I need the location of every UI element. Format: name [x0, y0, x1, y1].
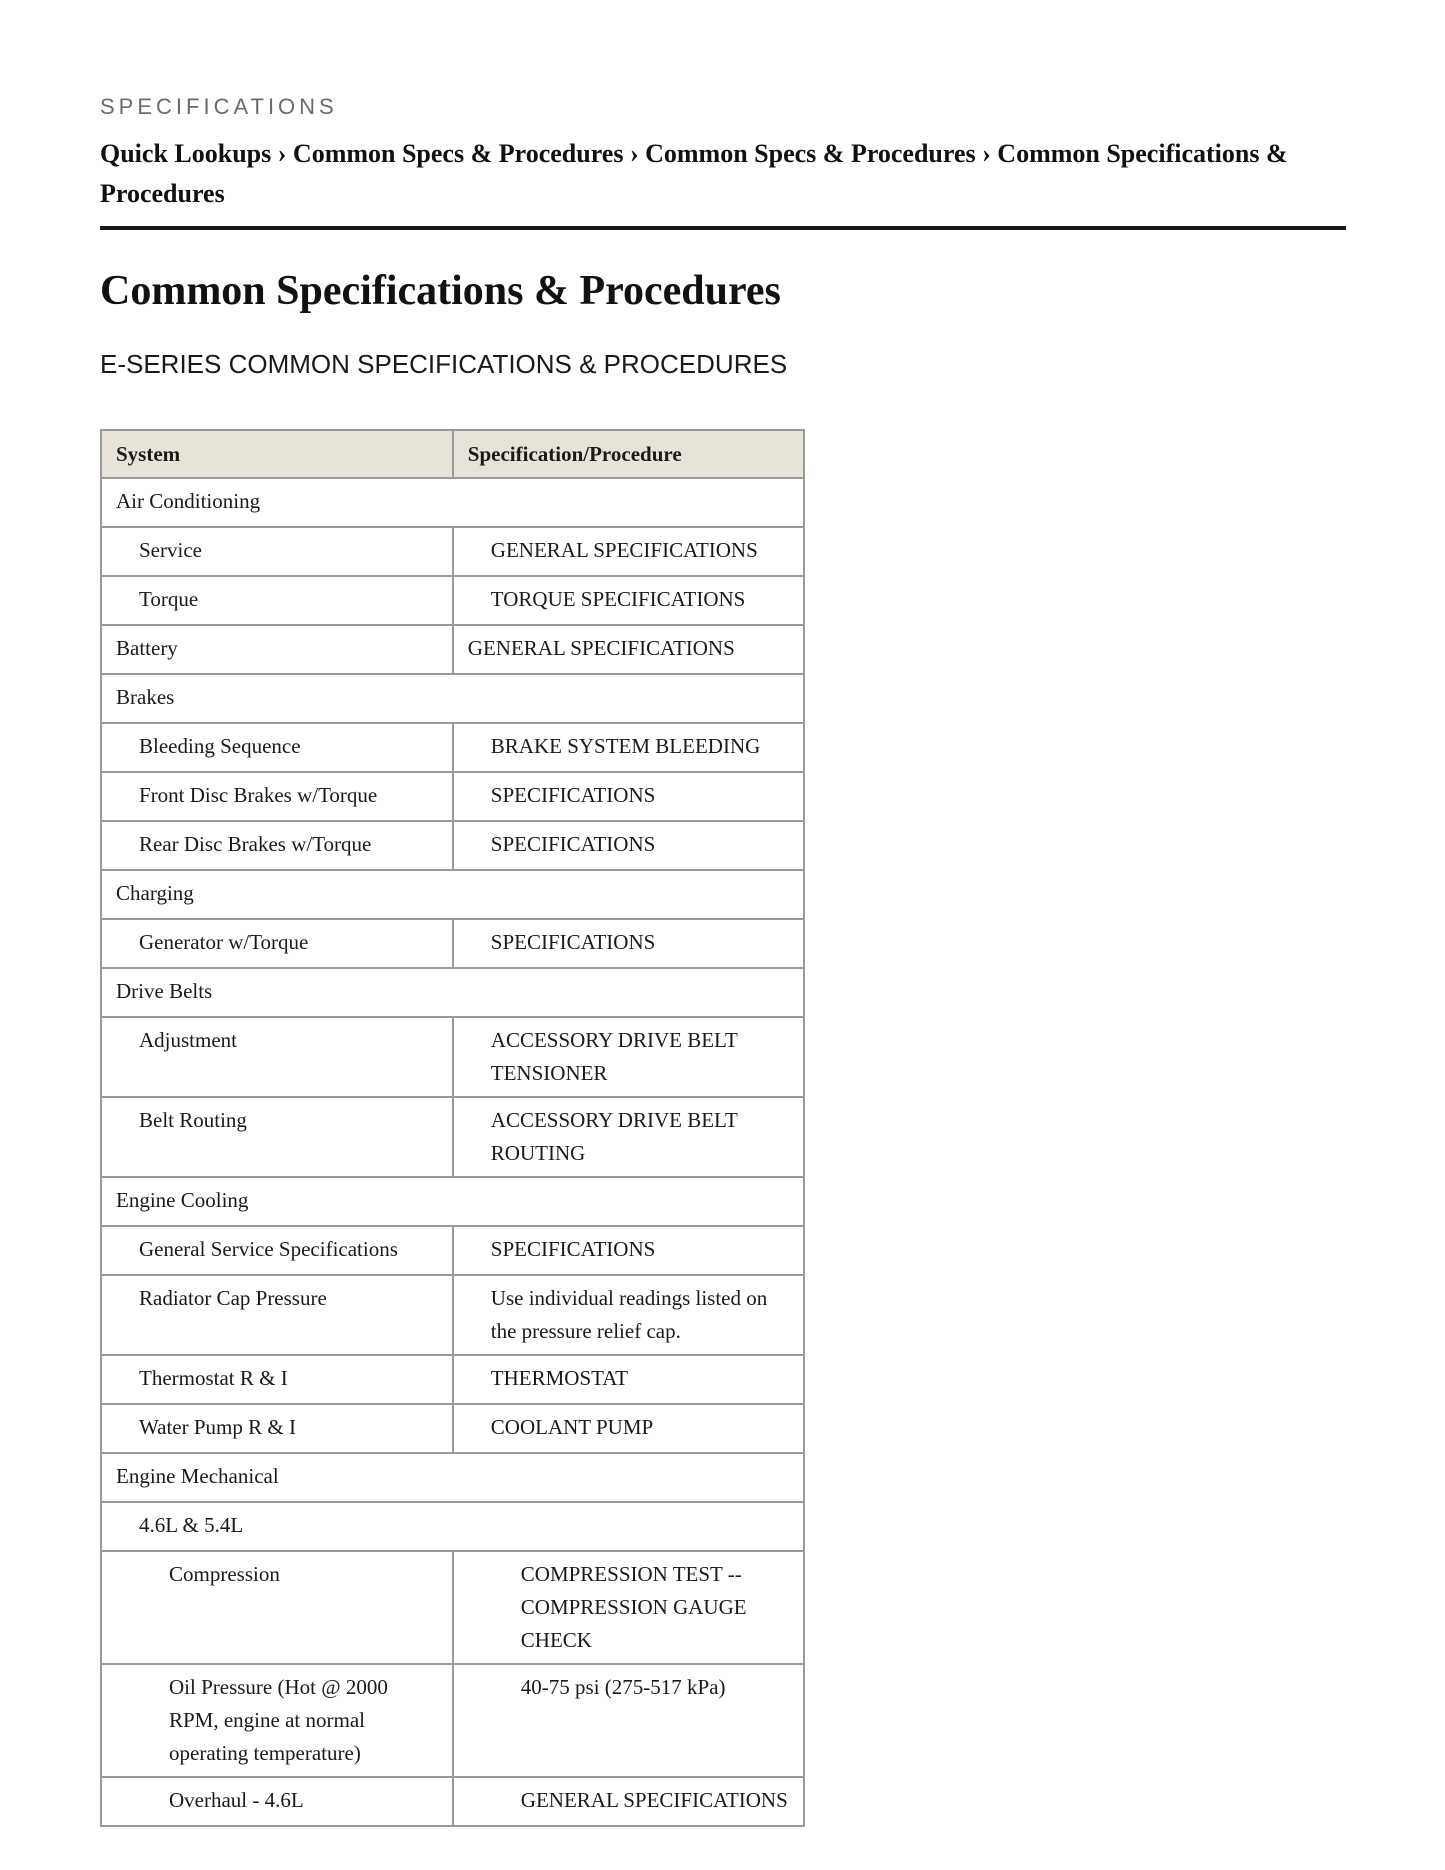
- table-row: [101, 1275, 804, 1355]
- specification-cell[interactable]: THERMOSTAT: [453, 1355, 804, 1404]
- breadcrumb-item[interactable]: Common Specs & Procedures: [645, 139, 976, 168]
- system-cell: Bleeding Sequence: [101, 723, 453, 772]
- specification-cell[interactable]: GENERAL SPECIFICATIONS: [453, 625, 804, 674]
- table-row: [101, 723, 804, 772]
- system-cell: Service: [101, 527, 453, 576]
- table-row: [101, 1664, 804, 1777]
- table-row: [101, 1097, 804, 1177]
- page-title: Common Specifications & Procedures: [100, 268, 781, 314]
- specification-cell[interactable]: ACCESSORY DRIVE BELT TENSIONER: [453, 1017, 804, 1097]
- system-cell: Battery: [101, 625, 453, 674]
- column-header-system: System: [101, 430, 453, 478]
- system-group-label: Air Conditioning: [101, 478, 804, 527]
- table-row: [101, 1355, 804, 1404]
- column-header-specification: Specification/Procedure: [453, 430, 804, 478]
- table-row: [101, 1017, 804, 1097]
- table-row: [101, 1551, 804, 1664]
- table-row: [101, 1404, 804, 1453]
- specification-cell[interactable]: SPECIFICATIONS: [453, 821, 804, 870]
- specification-cell[interactable]: COOLANT PUMP: [453, 1404, 804, 1453]
- table-row: [101, 625, 804, 674]
- specification-cell[interactable]: GENERAL SPECIFICATIONS: [453, 527, 804, 576]
- system-cell: Water Pump R & I: [101, 1404, 453, 1453]
- breadcrumb-separator: ›: [629, 139, 646, 168]
- table-body: [101, 478, 804, 1826]
- system-group-label: Charging: [101, 870, 804, 919]
- section-title: E-SERIES COMMON SPECIFICATIONS & PROCEDURES: [100, 349, 788, 379]
- system-cell: Oil Pressure (Hot @ 2000 RPM, engine at normal operating temperature): [101, 1664, 453, 1777]
- header-divider: [100, 226, 1346, 230]
- system-group-label: Engine Cooling: [101, 1177, 804, 1226]
- specification-cell[interactable]: SPECIFICATIONS: [453, 1226, 804, 1275]
- specification-cell[interactable]: GENERAL SPECIFICATIONS: [453, 1777, 804, 1826]
- specifications-table: [100, 429, 805, 1827]
- system-cell: Torque: [101, 576, 453, 625]
- table-row: [101, 576, 804, 625]
- system-group-label: 4.6L & 5.4L: [101, 1502, 804, 1551]
- table-header-row: [101, 430, 804, 478]
- system-cell: Rear Disc Brakes w/Torque: [101, 821, 453, 870]
- table-row: [101, 527, 804, 576]
- breadcrumb-item[interactable]: Common Specs & Procedures: [292, 139, 624, 168]
- table-group-row: [101, 1177, 804, 1226]
- specification-cell[interactable]: SPECIFICATIONS: [453, 772, 804, 821]
- system-cell: Compression: [101, 1551, 453, 1664]
- table-group-row: [101, 1502, 804, 1551]
- table-row: [101, 919, 804, 968]
- table-row: [101, 1226, 804, 1275]
- system-cell: General Service Specifications: [101, 1226, 453, 1275]
- table-group-row: [101, 674, 804, 723]
- table-group-row: [101, 968, 804, 1017]
- specification-cell[interactable]: BRAKE SYSTEM BLEEDING: [453, 723, 804, 772]
- specification-cell[interactable]: SPECIFICATIONS: [453, 919, 804, 968]
- specification-cell[interactable]: 40-75 psi (275-517 kPa): [453, 1664, 804, 1777]
- system-group-label: Drive Belts: [101, 968, 804, 1017]
- table-group-row: [101, 870, 804, 919]
- section-eyebrow: SPECIFICATIONS: [100, 94, 338, 119]
- specification-cell[interactable]: TORQUE SPECIFICATIONS: [453, 576, 804, 625]
- breadcrumb: [100, 134, 1346, 214]
- table-group-row: [101, 1453, 804, 1502]
- table-row: [101, 821, 804, 870]
- system-cell: Thermostat R & I: [101, 1355, 453, 1404]
- system-group-label: Brakes: [101, 674, 804, 723]
- system-cell: Radiator Cap Pressure: [101, 1275, 453, 1355]
- breadcrumb-item[interactable]: Quick Lookups: [100, 139, 272, 168]
- specification-cell[interactable]: COMPRESSION TEST -- COMPRESSION GAUGE CHECK: [453, 1551, 804, 1664]
- breadcrumb-separator: ›: [982, 139, 998, 168]
- table-row: [101, 1777, 804, 1826]
- table-group-row: [101, 478, 804, 527]
- specification-cell[interactable]: Use individual readings listed on the pressure relief cap.: [453, 1275, 804, 1355]
- system-cell: Adjustment: [101, 1017, 453, 1097]
- system-cell: Front Disc Brakes w/Torque: [101, 772, 453, 821]
- breadcrumb-item-current: Common Specifications & Procedures: [100, 139, 1288, 208]
- breadcrumb-separator: ›: [277, 139, 293, 168]
- system-cell: Generator w/Torque: [101, 919, 453, 968]
- specification-cell[interactable]: ACCESSORY DRIVE BELT ROUTING: [453, 1097, 804, 1177]
- system-group-label: Engine Mechanical: [101, 1453, 804, 1502]
- system-cell: Overhaul - 4.6L: [101, 1777, 453, 1826]
- table-row: [101, 772, 804, 821]
- system-cell: Belt Routing: [101, 1097, 453, 1177]
